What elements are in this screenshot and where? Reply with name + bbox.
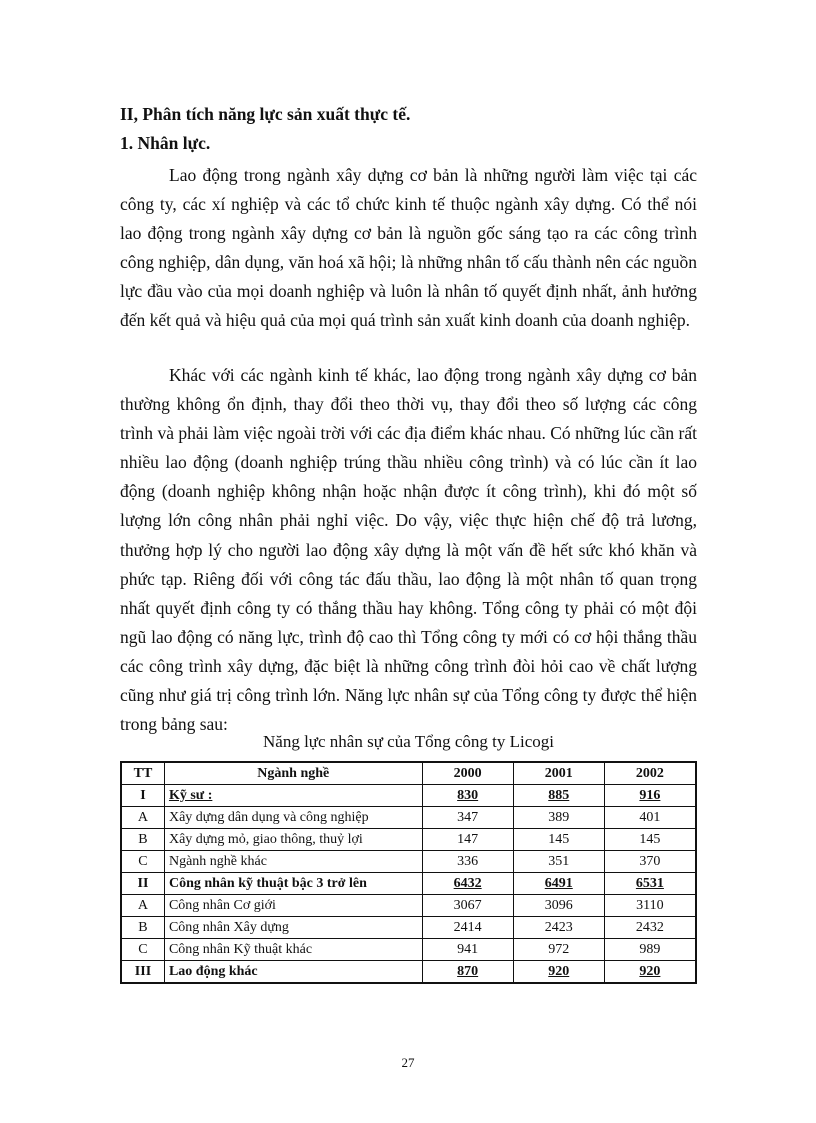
row-value-2000: 6432 [422,873,513,895]
row-occupation: Công nhân Xây dựng [164,917,422,939]
header-2001: 2001 [513,762,604,785]
row-value-2000: 870 [422,961,513,984]
row-value-2000: 336 [422,851,513,873]
table-row [121,851,696,873]
header-tt: TT [121,762,164,785]
table-header-row [121,762,696,785]
row-value-2002: 916 [604,785,696,807]
row-value-2001: 920 [513,961,604,984]
table-row [121,807,696,829]
paragraph-2: Khác với các ngành kinh tế khác, lao động trong ngành xây dựng cơ bản thường không ổn định, thay đổi theo thời vụ, thay đổi theo số lượng các công trình và phải làm việc ngoài trời với các địa điểm khác nhau. Có những lúc cần rất nhiều lao động (doanh nghiệp trúng thầu nhiều công trình) và có lúc cần ít lao động (doanh nghiệp không nhận hoặc nhận được ít công trình), khi đó một số lượng lớn công nhân phải nghỉ việc. Do vậy, việc thực hiện chế độ trả lương, thưởng hợp lý cho người lao động xây dựng là một vấn đề hết sức khó khăn và phức tạp. Riêng đối với công tác đấu thầu, lao động là một nhân tố quan trọng nhất quyết định công ty có thắng thầu hay không. Tổng công ty phải có một đội ngũ lao động có năng lực, trình độ cao thì Tổng công ty mới có cơ hội thắng thầu các công trình xây dựng, đặc biệt là những công trình đòi hỏi cao về chất lượng cũng như giá trị công trình lớn. Năng lực nhân sự của Tổng công ty được thể hiện trong bảng sau: [120,365,697,735]
table-row [121,917,696,939]
row-value-2002: 6531 [604,873,696,895]
row-index: C [121,939,164,961]
table-row [121,895,696,917]
table-row [121,873,696,895]
row-occupation: Xây dựng mỏ, giao thông, thuỷ lợi [164,829,422,851]
row-value-2002: 2432 [604,917,696,939]
row-index: C [121,851,164,873]
row-value-2000: 347 [422,807,513,829]
row-value-2002: 401 [604,807,696,829]
table-row [121,939,696,961]
row-value-2000: 3067 [422,895,513,917]
header-occupation: Ngành nghề [164,762,422,785]
row-value-2001: 389 [513,807,604,829]
row-value-2001: 6491 [513,873,604,895]
table-caption: Năng lực nhân sự của Tổng công ty Licogi [263,732,554,751]
row-value-2002: 370 [604,851,696,873]
row-occupation: Công nhân kỹ thuật bậc 3 trở lên [164,873,422,895]
paragraph-1: Lao động trong ngành xây dựng cơ bản là những người làm việc tại các công ty, các xí nghiệp và các tổ chức kinh tế thuộc ngành xây dựng. Có thể nói lao động trong ngành xây dựng cơ bản là nguồn gốc sáng tạo ra các công trình công nghiệp, dân dụng, văn hoá xã hội; là những nhân tố cấu thành nên các nguồn lực đầu vào của mọi doanh nghiệp và luôn là nhân tố quyết định nhất, ảnh hưởng đến kết quả và hiệu quả của mọi quá trình sản xuất kinh doanh của doanh nghiệp. [120,165,697,331]
row-index: I [121,785,164,807]
header-2002: 2002 [604,762,696,785]
row-value-2000: 830 [422,785,513,807]
row-value-2001: 972 [513,939,604,961]
row-index: III [121,961,164,984]
row-value-2000: 2414 [422,917,513,939]
row-index: II [121,873,164,895]
row-index: B [121,829,164,851]
row-value-2000: 941 [422,939,513,961]
header-2000: 2000 [422,762,513,785]
row-occupation: Xây dựng dân dụng và công nghiệp [164,807,422,829]
row-occupation: Ngành nghề khác [164,851,422,873]
row-value-2000: 147 [422,829,513,851]
row-occupation: Lao động khác [164,961,422,984]
row-occupation: Kỹ sư : [164,785,422,807]
row-value-2002: 989 [604,939,696,961]
table-row [121,829,696,851]
row-value-2002: 3110 [604,895,696,917]
table-row [121,961,696,984]
row-value-2001: 145 [513,829,604,851]
section-heading: II, Phân tích năng lực sản xuất thực tế. [120,104,411,124]
row-value-2001: 2423 [513,917,604,939]
page-number: 27 [401,1055,415,1070]
workforce-table [120,761,697,984]
subsection-heading: 1. Nhân lực. [120,133,211,153]
row-index: B [121,917,164,939]
row-value-2001: 885 [513,785,604,807]
row-index: A [121,807,164,829]
table-row [121,785,696,807]
row-value-2002: 920 [604,961,696,984]
row-value-2001: 351 [513,851,604,873]
row-occupation: Công nhân Cơ giới [164,895,422,917]
row-value-2001: 3096 [513,895,604,917]
row-value-2002: 145 [604,829,696,851]
row-index: A [121,895,164,917]
row-occupation: Công nhân Kỹ thuật khác [164,939,422,961]
